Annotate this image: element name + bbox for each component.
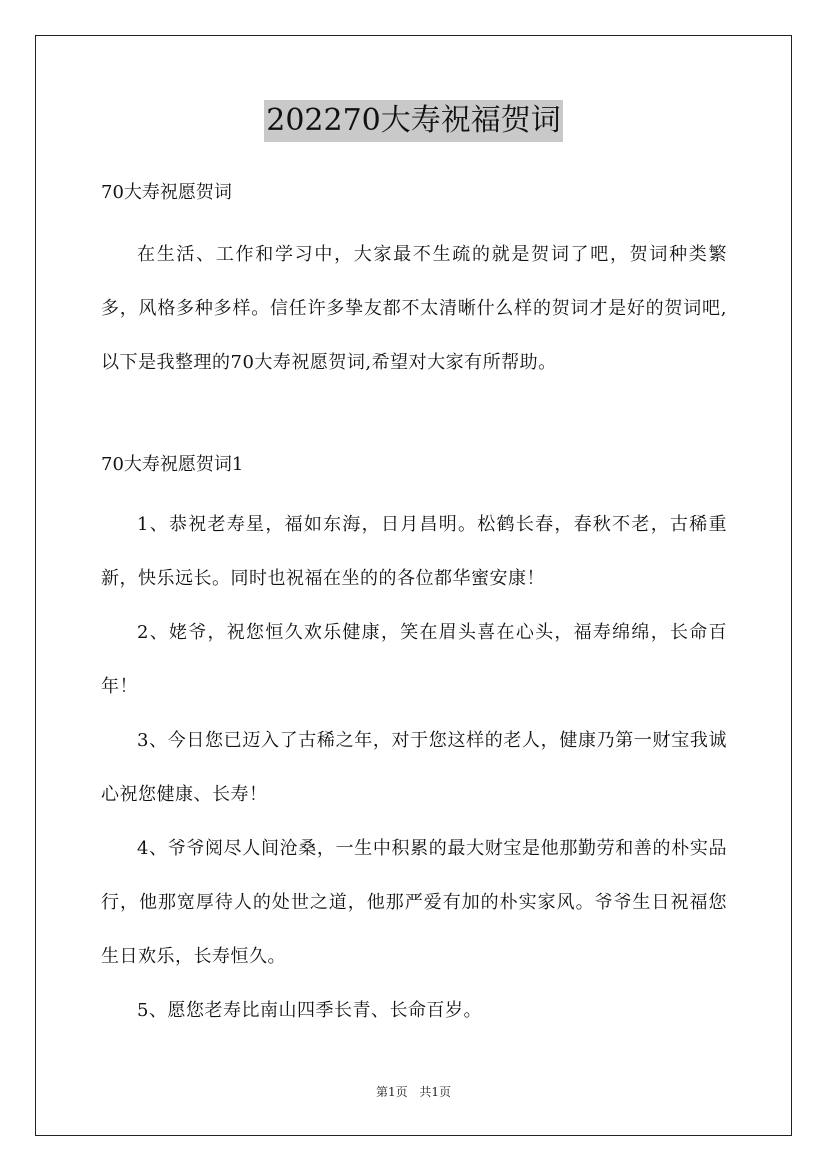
page-number: 第1页: [375, 1085, 408, 1099]
wish-item-1: 1、恭祝老寿星，福如东海，日月昌明。松鹤长春，春秋不老，古稀重新，快乐远长。同时也祝福在坐的的各位都华蜜安康！: [101, 514, 727, 589]
page-footer: [0, 1083, 827, 1100]
wish-item-2: 2、姥爷，祝您恒久欢乐健康，笑在眉头喜在心头，福寿绵绵，长命百年！: [101, 622, 727, 697]
document-title: 202270大寿祝福贺词: [264, 100, 563, 142]
sub-heading: 70大寿祝愿贺词1: [101, 454, 244, 475]
section-heading: 70大寿祝愿贺词: [101, 182, 232, 203]
document-body: [101, 170, 727, 1038]
wish-item-3: 3、今日您已迈入了古稀之年，对于您这样的老人，健康乃第一财宝我诚心祝您健康、长寿！: [101, 730, 727, 805]
wish-item-4: 4、爷爷阅尽人间沧桑，一生中积累的最大财宝是他那勤劳和善的朴实品行，他那宽厚待人的处世之道，他那严爱有加的朴实家风。爷爷生日祝福您生日欢乐，长寿恒久。: [101, 838, 727, 967]
intro-paragraph: 在生活、工作和学习中，大家最不生疏的就是贺词了吧，贺词种类繁多，风格多种多样。信任许多挚友都不太清晰什么样的贺词才是好的贺词吧,以下是我整理的70大寿祝愿贺词,希望对大家有所帮助。: [101, 244, 727, 373]
title-container: [0, 100, 827, 142]
wish-item-5: 5、愿您老寿比南山四季长青、长命百岁。: [137, 1000, 482, 1021]
page-total: 共1页: [419, 1085, 452, 1099]
